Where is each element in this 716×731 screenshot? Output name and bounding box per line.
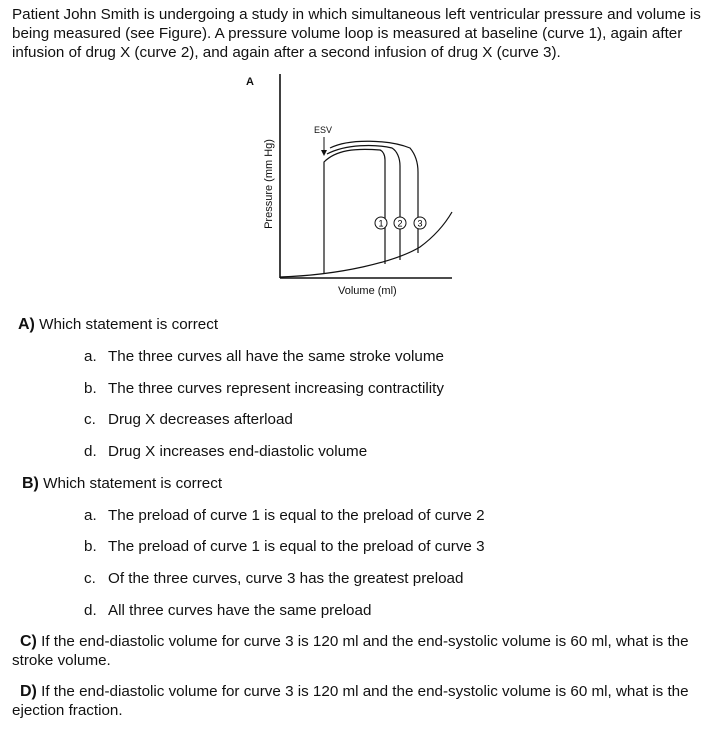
question-a-option-a — [84, 347, 444, 366]
question-c-text: If the end-diastolic volume for curve 3 is 120 ml and the end-systolic volume is 60 ml, what is the stroke volume. — [12, 633, 689, 669]
panel-label: A — [246, 76, 254, 88]
question-a-heading — [18, 315, 218, 334]
question-a-letter: A) — [18, 316, 35, 333]
curve-3-label: 3 — [417, 218, 423, 229]
question-a-option-b — [84, 379, 444, 398]
question-d-text: If the end-diastolic volume for curve 3 is 120 ml and the end-systolic volume is 60 ml, what is the ejection fraction. — [12, 683, 689, 719]
option-text: The preload of curve 1 is equal to the preload of curve 3 — [108, 538, 485, 555]
esv-arrowhead — [321, 150, 327, 156]
question-b-heading — [22, 474, 222, 493]
curve-1-label: 1 — [378, 218, 384, 229]
option-text: Drug X decreases afterload — [108, 411, 293, 428]
question-b-option-d — [84, 601, 371, 620]
pv-loop-curve-1 — [324, 149, 385, 273]
option-letter: c. — [84, 570, 96, 587]
option-letter: b. — [84, 380, 97, 397]
option-text: All three curves have the same preload — [108, 602, 372, 619]
option-letter: d. — [84, 602, 97, 619]
question-a-option-c — [84, 410, 293, 429]
intro-paragraph: Patient John Smith is undergoing a study in which simultaneous left ventricular pressure and volume is being measured (see Figure). A pressure volume loop is measured at baseline (curve 1), again after infusion of drug X (curve 2), and again after a second infusion of drug X (curve 3). — [12, 6, 701, 61]
pressure-volume-figure — [240, 72, 470, 304]
option-letter: b. — [84, 538, 97, 555]
question-b-option-c — [84, 569, 463, 588]
question-d — [12, 682, 702, 720]
question-a-option-d — [84, 442, 367, 461]
question-c — [12, 632, 702, 670]
option-letter: c. — [84, 411, 96, 428]
curve-2-label: 2 — [397, 218, 403, 229]
option-text: Drug X increases end-diastolic volume — [108, 443, 368, 460]
question-b-text: Which statement is correct — [38, 475, 223, 492]
esv-label: ESV — [314, 125, 333, 135]
question-b-option-b — [84, 537, 485, 556]
option-letter: a. — [84, 348, 97, 365]
y-axis-label: Pressure (mm Hg) — [263, 139, 275, 229]
question-a-text: Which statement is correct — [34, 316, 219, 333]
option-text: The three curves represent increasing contractility — [108, 380, 444, 397]
option-text: The three curves all have the same stroke volume — [108, 348, 444, 365]
option-text: Of the three curves, curve 3 has the greatest preload — [108, 570, 464, 587]
option-text: The preload of curve 1 is equal to the preload of curve 2 — [108, 507, 485, 524]
pv-loop-curve-2 — [327, 146, 403, 260]
question-b-letter: B) — [22, 475, 39, 492]
x-axis-label: Volume (ml) — [338, 285, 397, 297]
question-b-option-a — [84, 506, 485, 525]
question-c-letter: C) — [20, 633, 37, 650]
option-letter: a. — [84, 507, 97, 524]
question-d-letter: D) — [20, 683, 37, 700]
option-letter: d. — [84, 443, 97, 460]
pv-loop-curve-3 — [330, 141, 418, 253]
